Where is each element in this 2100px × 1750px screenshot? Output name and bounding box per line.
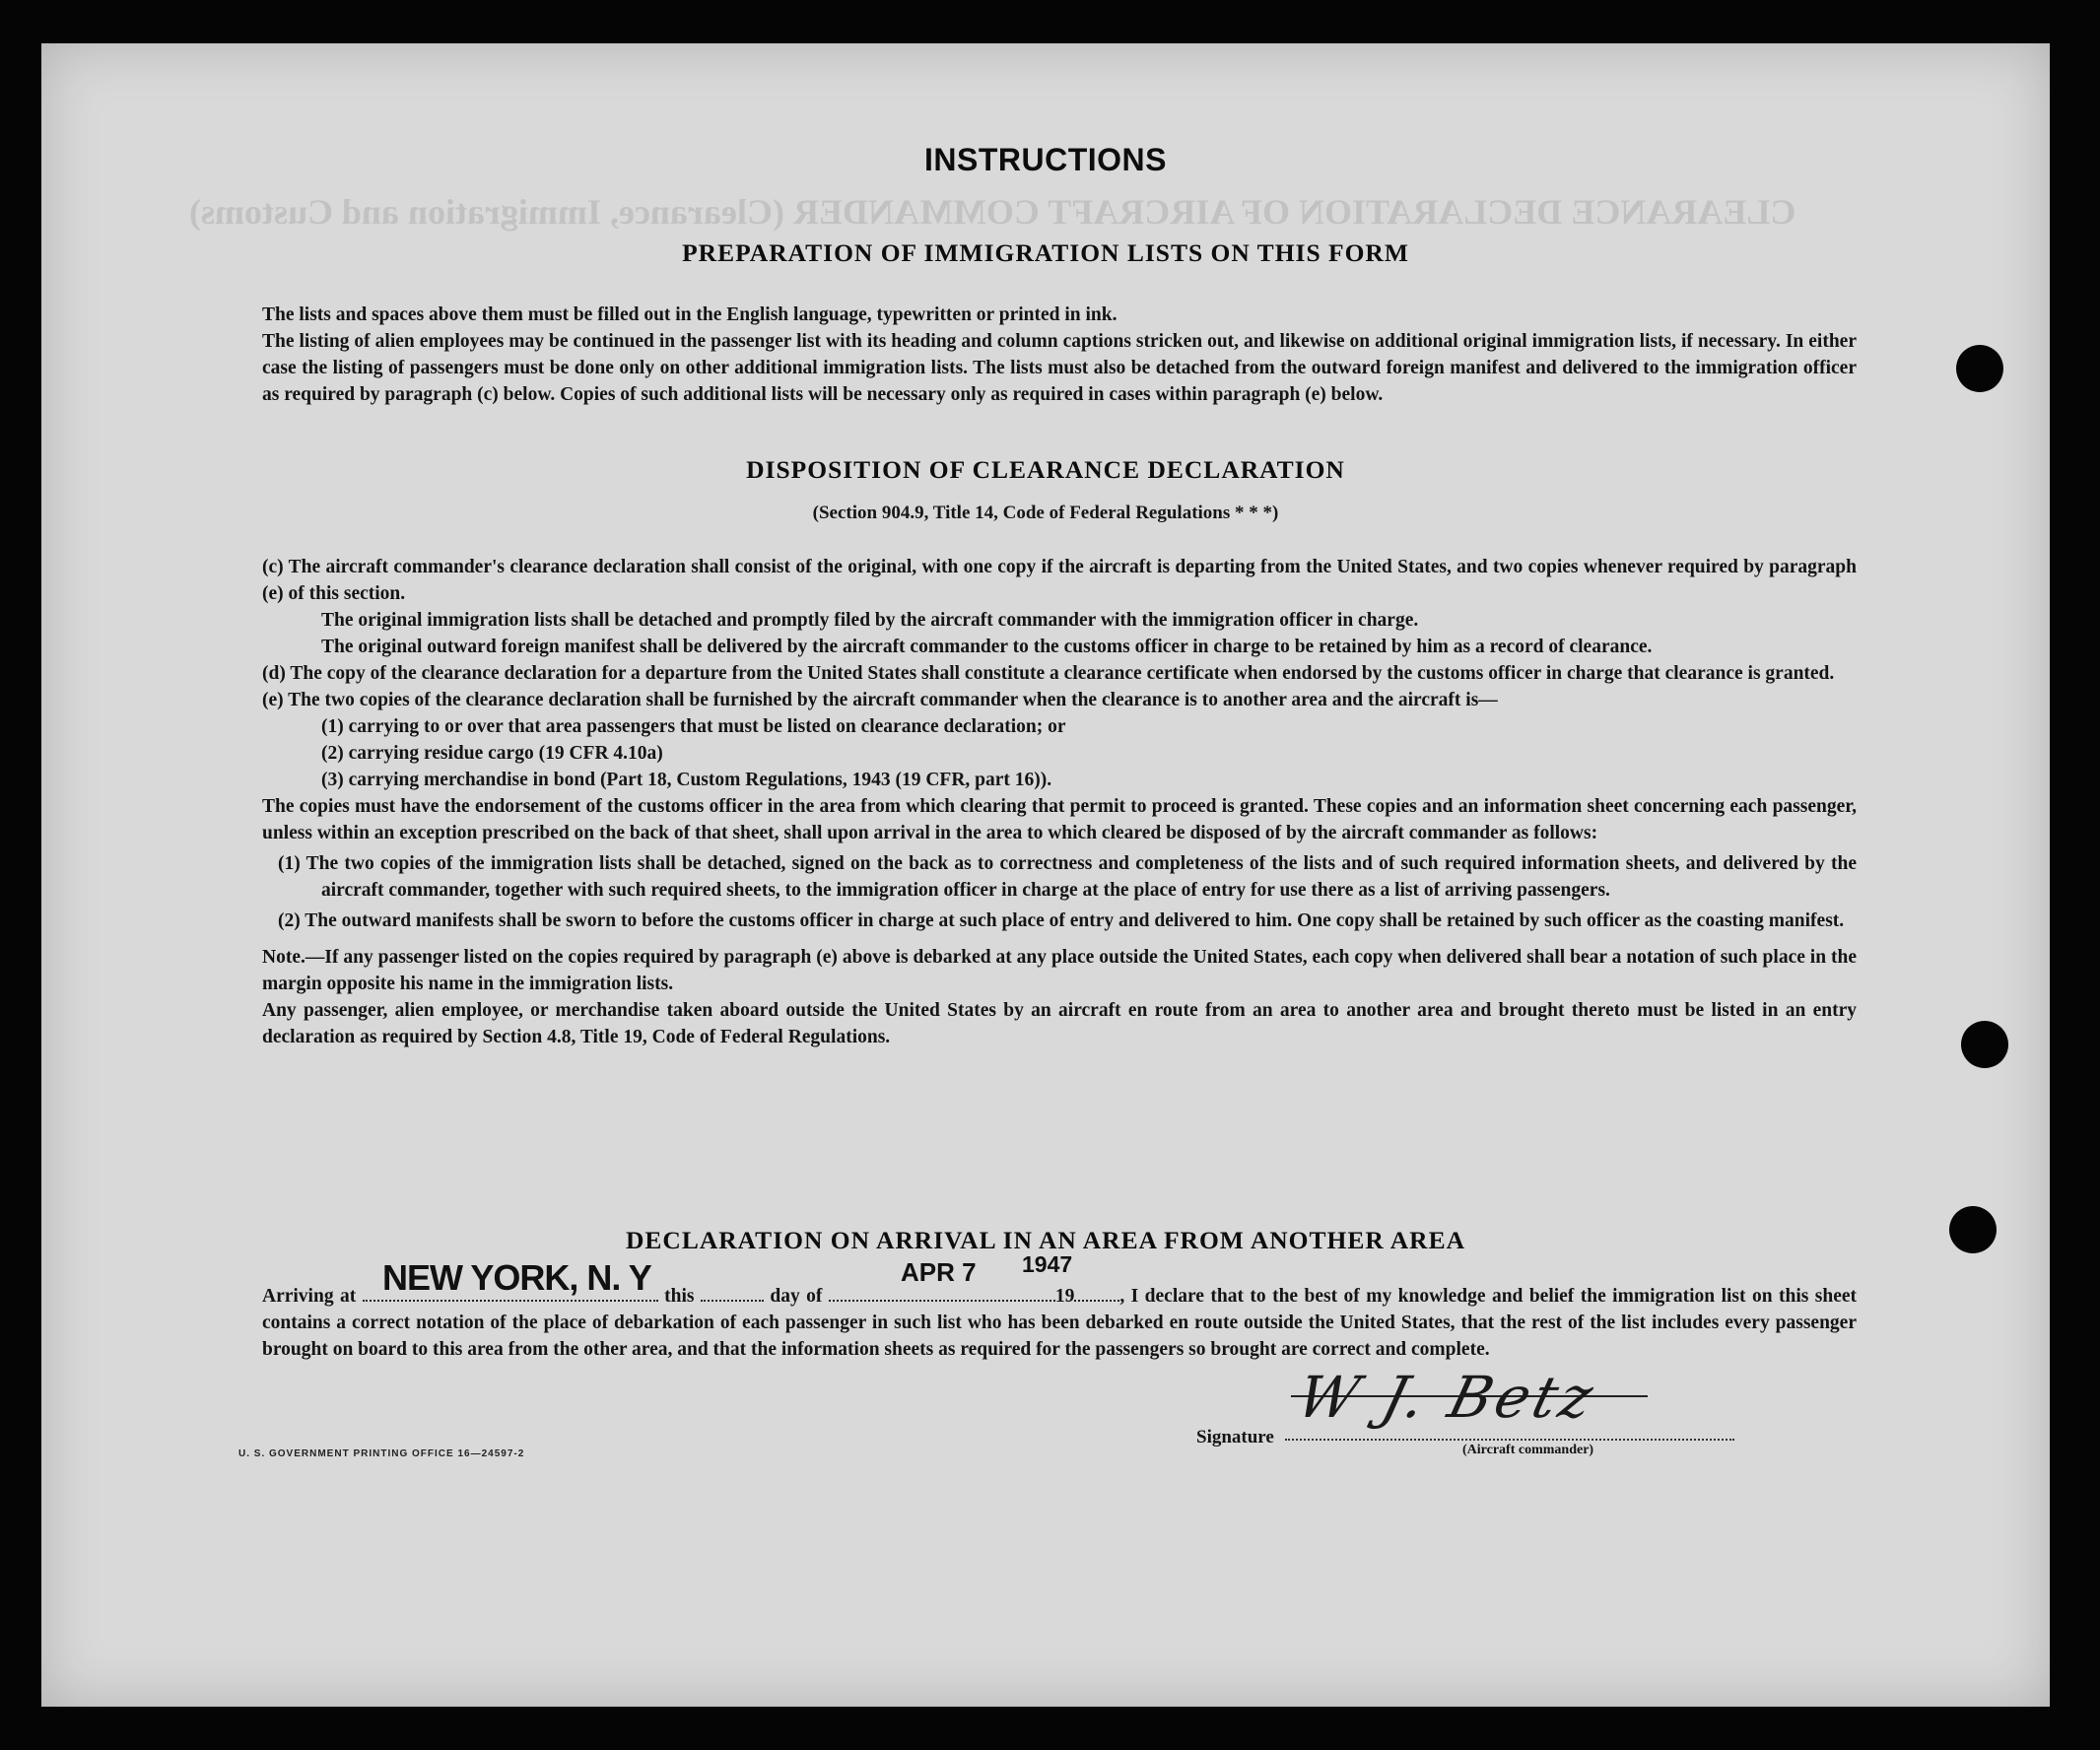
section-subheading-cfr: (Section 904.9, Title 14, Code of Federal Regulations * * *) — [812, 503, 1279, 523]
signature-caption: (Aircraft commander) — [1462, 1443, 1594, 1457]
para-c-immigration-lists: The original immigration lists shall be detached and promptly filed by the aircraft commander with the immigration officer in charge. — [321, 610, 1419, 631]
stamp-place: NEW YORK, N. Y — [382, 1257, 651, 1298]
preparation-para-2: The listing of alien employees may be continued in the passenger list with its heading and column captions stricken out, and likewise on additional original immigration lists, if necessary. In either case the listing of passengers must be done only on other additional immigration lists. The lists must also be detached from the outward foreign manifest and delivered to the immigration officer as required by paragraph (c) below. Copies of such additional lists will be necessary only as required in cases within paragraph (e) below. — [262, 331, 1857, 405]
bleed-through-text: CLEARANCE DECLARATION OF AIRCRAFT COMMANDER (Clearance, Immigration and Customs) — [189, 192, 1796, 232]
document-page — [41, 43, 2050, 1707]
this-label: this — [664, 1286, 695, 1307]
punch-hole — [1949, 1206, 1997, 1253]
para-e: (e) The two copies of the clearance declaration shall be furnished by the aircraft commander when the clearance is to another area and the aircraft is— — [262, 690, 1498, 710]
disposition-paragraphs — [215, 554, 1857, 1050]
declaration-body: , I declare that to the best of my knowledge and belief the immigration list on this sheet contains a correct notation of the place of debarkation of each passenger in such list who has been debarked en route outside the United States, that the rest of the list includes every passenger brought on board to this area from the other area, and that the information sheets as required for the passengers so brought are correct and complete. — [262, 1286, 1857, 1360]
para-numbered-1: (1) The two copies of the immigration lists shall be detached, signed on the back as to correctness and completeness of the lists and of such required information sheets, and delivered by the aircraft commander, together with such required sheets, to the immigration officer in charge at the place of entry for use there as a list of arriving passengers. — [278, 853, 1857, 901]
day-of-label: day of — [770, 1286, 823, 1307]
arriving-at-label: Arriving at — [262, 1286, 357, 1307]
stamp-year: 1947 — [1022, 1251, 1073, 1277]
section-heading-preparation: PREPARATION OF IMMIGRATION LISTS ON THIS FORM — [682, 238, 1409, 267]
section-heading-declaration: DECLARATION ON ARRIVAL IN AN AREA FROM ANOTHER AREA — [625, 1226, 1465, 1254]
punch-hole — [1961, 1021, 2008, 1068]
para-note: Note.—If any passenger listed on the copies required by paragraph (e) above is debarked at any place outside the United States, each copy when delivered shall bear a notation of such place in the margin opposite his name in the immigration lists. — [262, 947, 1857, 994]
para-c-outward-manifest: The original outward foreign manifest shall be delivered by the aircraft commander to the customs officer in charge to be retained by him as a record of clearance. — [321, 637, 1653, 657]
para-e-2: (2) carrying residue cargo (19 CFR 4.10a) — [321, 743, 663, 764]
para-numbered-2: (2) The outward manifests shall be sworn to before the customs officer in charge at such place of entry and delivered to him. One copy shall be retained by such officer as the coasting manifest. — [278, 910, 1845, 931]
para-d: (d) The copy of the clearance declaration for a departure from the United States shall constitute a clearance certificate when endorsed by the customs officer in charge that clearance is granted. — [262, 663, 1835, 684]
para-c: (c) The aircraft commander's clearance declaration shall consist of the original, with one copy if the aircraft is departing from the United States, and two copies whenever required by paragraph (e) of this section. — [262, 557, 1857, 604]
year-prefix: 19 — [1054, 1286, 1075, 1307]
preparation-paragraphs — [215, 302, 1857, 408]
para-e-3: (3) carrying merchandise in bond (Part 18, Custom Regulations, 1943 (19 CFR, part 16)). — [321, 770, 1052, 790]
declaration-text — [215, 1283, 1857, 1363]
signature-handwriting: W J. Betz — [1290, 1364, 1603, 1431]
signature-baseline — [1285, 1439, 1734, 1441]
stamp-date: APR 7 — [901, 1257, 977, 1287]
para-e-1: (1) carrying to or over that area passengers that must be listed on clearance declaration; or — [321, 716, 1066, 737]
page-title: INSTRUCTIONS — [924, 142, 1167, 177]
declaration-paragraph — [215, 1283, 1857, 1363]
para-any-passenger: Any passenger, alien employee, or merchandise taken aboard outside the United States by an aircraft en route from an area to another area and brought thereto must be listed in an entry declaration as required by Section 4.8, Title 19, Code of Federal Regulations. — [262, 1000, 1857, 1047]
arriving-at-line — [363, 1284, 658, 1302]
day-line — [701, 1284, 764, 1302]
para-copies: The copies must have the endorsement of the customs officer in the area from which clearing that permit to proceed is granted. These copies and an information sheet concerning each passenger, unless within an exception prescribed on the back of that sheet, shall upon arrival in the area to which cleared be disposed of by the aircraft commander as follows: — [262, 796, 1857, 843]
preparation-para-1: The lists and spaces above them must be filled out in the English language, typewritten or printed in ink. — [262, 304, 1118, 325]
section-heading-disposition: DISPOSITION OF CLEARANCE DECLARATION — [746, 455, 1345, 484]
signature-label: Signature — [1196, 1427, 1274, 1447]
punch-hole — [1956, 345, 2003, 392]
printing-office-footer: U. S. GOVERNMENT PRINTING OFFICE 16—24597-2 — [238, 1448, 525, 1459]
year-line — [1074, 1284, 1119, 1302]
month-line — [829, 1284, 1055, 1302]
